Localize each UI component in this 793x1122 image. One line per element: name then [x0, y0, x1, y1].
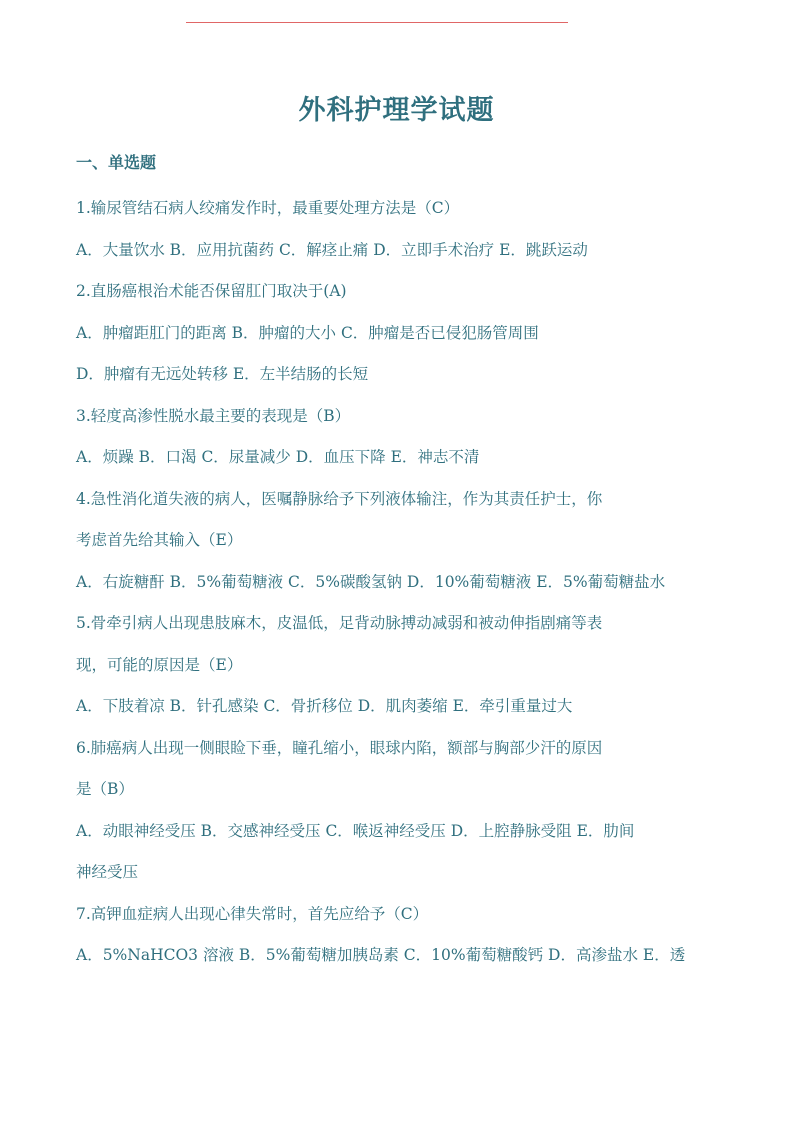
question-line: 2.直肠癌根治术能否保留肛门取决于(A): [76, 282, 347, 300]
options-line: A．下肢着凉 B．针孔感染 C．骨折移位 D．肌肉萎缩 E．牵引重量过大: [76, 697, 573, 715]
question-line: 是（B）: [76, 780, 134, 798]
question-line: 5.骨牵引病人出现患肢麻木，皮温低，足背动脉搏动减弱和被动伸指剧痛等表: [76, 614, 603, 632]
options-line: A．大量饮水 B．应用抗菌药 C．解痉止痛 D．立即手术治疗 E．跳跃运动: [76, 240, 588, 259]
options-line: A．肿瘤距肛门的距离 B．肿瘤的大小 C．肿瘤是否已侵犯肠管周围: [76, 323, 539, 342]
question-line: 6.肺癌病人出现一侧眼睑下垂，瞳孔缩小，眼球内陷，额部与胸部少汗的原因: [76, 738, 603, 757]
question-line: 1.输尿管结石病人绞痛发作时，最重要处理方法是（C）: [76, 199, 460, 217]
options-line: A．5%NaHCO3 溶液 B．5%葡萄糖加胰岛素 C．10%葡萄糖酸钙 D．高渗盐水 E．透: [76, 946, 686, 964]
section-heading: 一、单选题: [76, 153, 157, 172]
options-line: 神经受压: [76, 863, 139, 881]
options-line: A．烦躁 B．口渴 C．尿量减少 D．血压下降 E．神志不清: [76, 448, 480, 466]
options-line: D．肿瘤有无远处转移 E．左半结肠的长短: [76, 365, 369, 383]
question-line: 3.轻度高渗性脱水最主要的表现是（B）: [76, 406, 351, 425]
options-line: A．右旋糖酐 B．5%葡萄糖液 C．5%碳酸氢钠 D．10%葡萄糖液 E．5%葡萄糖盐水: [76, 572, 666, 591]
question-body: [76, 188, 721, 977]
question-line: 考虑首先给其输入（E）: [76, 531, 243, 549]
question-line: 现，可能的原因是（E）: [76, 655, 243, 674]
header-rule: [186, 22, 568, 23]
question-line: 4.急性消化道失液的病人，医嘱静脉给予下列液体输注，作为其责任护士，你: [76, 489, 603, 508]
options-line: A．动眼神经受压 B．交感神经受压 C．喉返神经受压 D．上腔静脉受阻 E．肋间: [76, 821, 635, 840]
document-title: 外科护理学试题: [298, 95, 495, 126]
question-line: 7.高钾血症病人出现心律失常时，首先应给予（C）: [76, 904, 429, 923]
